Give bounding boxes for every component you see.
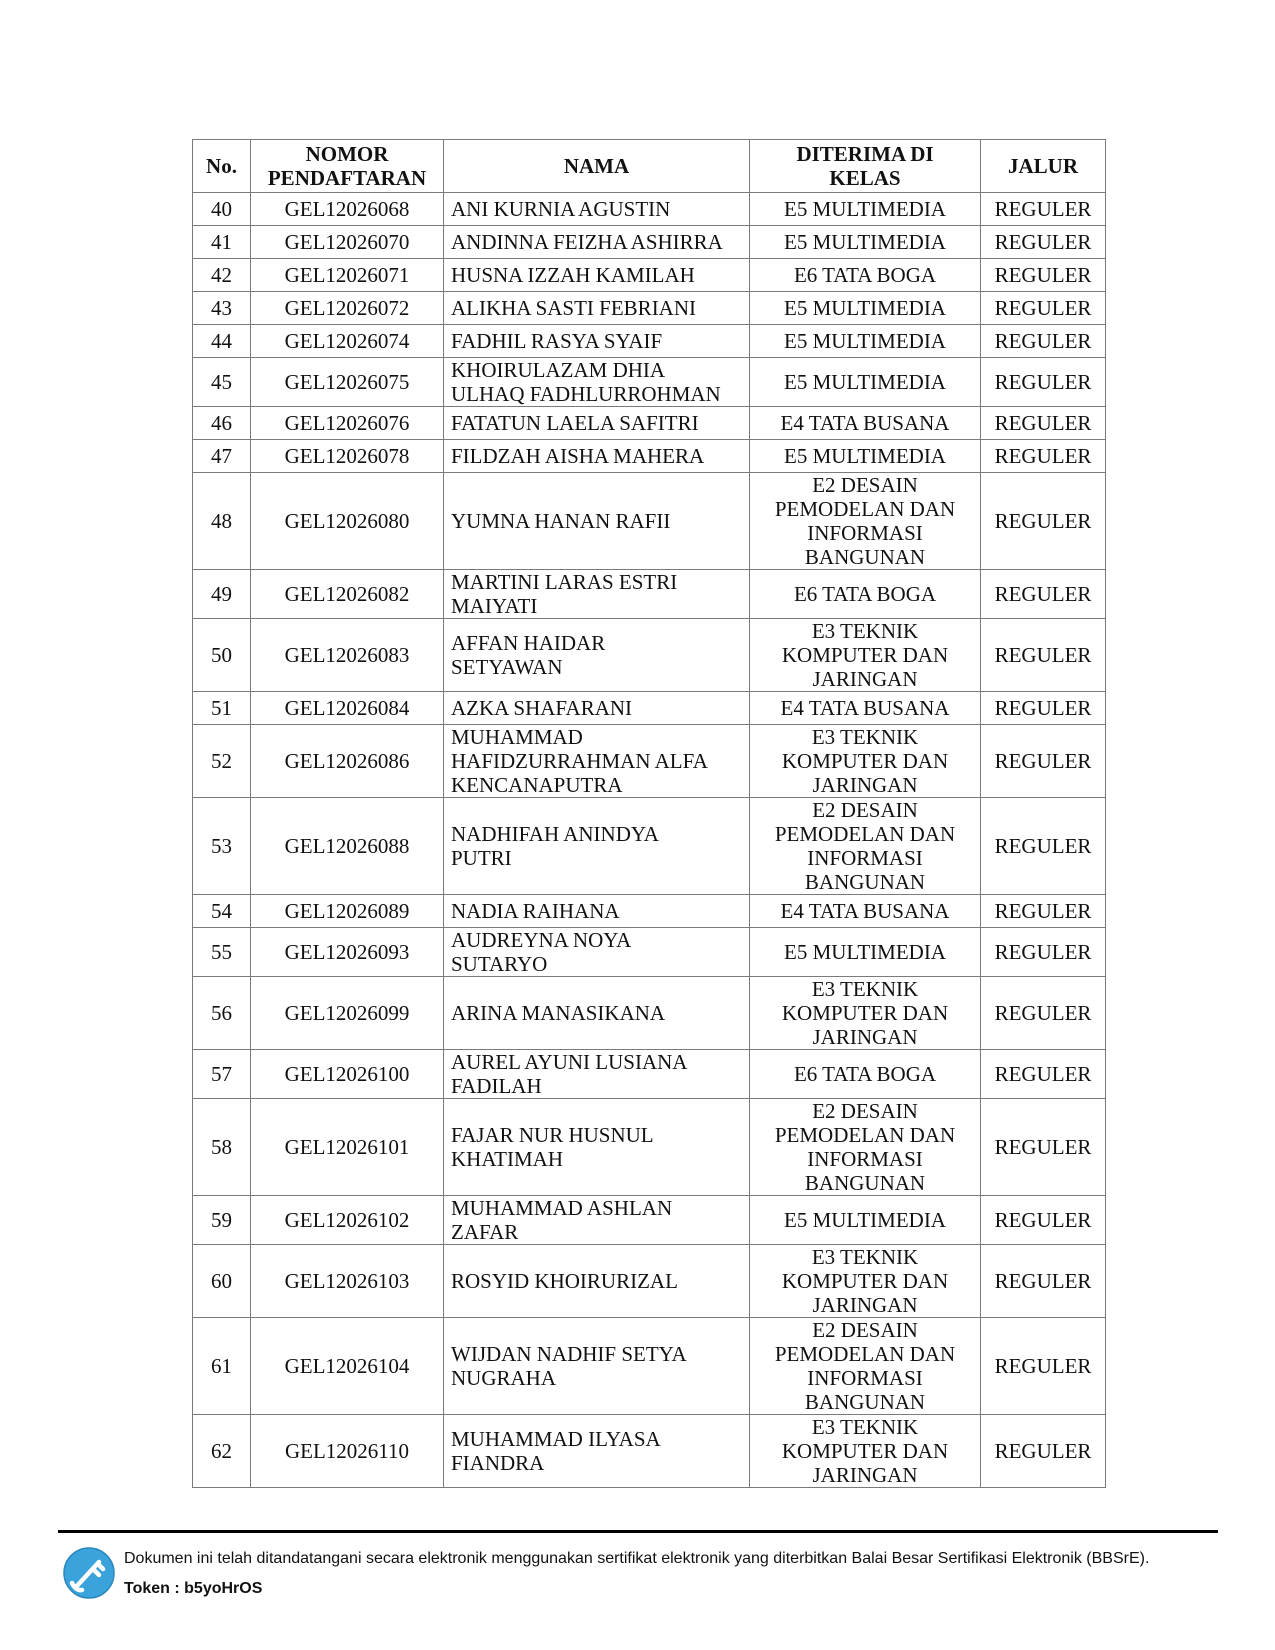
cell-nama-line: SETYAWAN bbox=[451, 655, 563, 679]
cell-diterima-di-kelas bbox=[750, 1245, 981, 1318]
cell-jalur: REGULER bbox=[981, 1196, 1106, 1245]
table-row bbox=[193, 619, 1106, 692]
cell-nomor-pendaftaran: GEL12026104 bbox=[251, 1318, 444, 1415]
cell-no: 58 bbox=[193, 1099, 251, 1196]
cell-kelas-line: E3 TEKNIK bbox=[811, 619, 919, 643]
cell-jalur: REGULER bbox=[981, 619, 1106, 692]
cell-diterima-di-kelas bbox=[750, 977, 981, 1050]
cell-nama-line: ANDINNA FEIZHA ASHIRRA bbox=[451, 230, 723, 254]
cell-jalur: REGULER bbox=[981, 259, 1106, 292]
cell-nama-line: ULHAQ FADHLURROHMAN bbox=[451, 382, 721, 406]
cell-kelas-line: E5 MULTIMEDIA bbox=[784, 1208, 946, 1232]
header-reg-line2: PENDAFTARAN bbox=[267, 166, 427, 190]
cell-diterima-di-kelas bbox=[750, 473, 981, 570]
cell-nama bbox=[444, 725, 750, 798]
cell-no: 50 bbox=[193, 619, 251, 692]
cell-nomor-pendaftaran: GEL12026080 bbox=[251, 473, 444, 570]
cell-nama bbox=[444, 1318, 750, 1415]
cell-nomor-pendaftaran: GEL12026068 bbox=[251, 193, 444, 226]
table-row bbox=[193, 325, 1106, 358]
header-kelas-line2: KELAS bbox=[829, 166, 901, 190]
table-row bbox=[193, 977, 1106, 1050]
cell-no: 60 bbox=[193, 1245, 251, 1318]
cell-kelas-line: E3 TEKNIK bbox=[811, 725, 919, 749]
cell-kelas-line: E4 TATA BUSANA bbox=[780, 411, 950, 435]
cell-jalur: REGULER bbox=[981, 1245, 1106, 1318]
table-row bbox=[193, 1099, 1106, 1196]
cell-diterima-di-kelas bbox=[750, 692, 981, 725]
cell-no: 52 bbox=[193, 725, 251, 798]
cell-kelas-line: KOMPUTER DAN bbox=[781, 749, 949, 773]
cell-no: 56 bbox=[193, 977, 251, 1050]
cell-no: 47 bbox=[193, 440, 251, 473]
cell-nomor-pendaftaran: GEL12026086 bbox=[251, 725, 444, 798]
table-header-row bbox=[193, 140, 1106, 193]
cell-jalur: REGULER bbox=[981, 440, 1106, 473]
cell-nama bbox=[444, 1050, 750, 1099]
cell-nama-line: MAIYATI bbox=[451, 594, 538, 618]
header-kelas-line1: DITERIMA DI bbox=[796, 142, 934, 166]
cell-no: 51 bbox=[193, 692, 251, 725]
cell-jalur: REGULER bbox=[981, 473, 1106, 570]
cell-kelas-line: E5 MULTIMEDIA bbox=[784, 230, 946, 254]
footer-divider bbox=[58, 1530, 1218, 1533]
table-row bbox=[193, 798, 1106, 895]
cell-jalur: REGULER bbox=[981, 325, 1106, 358]
cell-diterima-di-kelas bbox=[750, 325, 981, 358]
cell-nama-line: FATATUN LAELA SAFITRI bbox=[451, 411, 699, 435]
table-row bbox=[193, 407, 1106, 440]
cell-jalur: REGULER bbox=[981, 407, 1106, 440]
cell-nama bbox=[444, 977, 750, 1050]
cell-no: 46 bbox=[193, 407, 251, 440]
cell-diterima-di-kelas bbox=[750, 259, 981, 292]
cell-kelas-line: E3 TEKNIK bbox=[811, 977, 919, 1001]
cell-nomor-pendaftaran: GEL12026084 bbox=[251, 692, 444, 725]
cell-jalur: REGULER bbox=[981, 977, 1106, 1050]
cell-nama-line: MUHAMMAD bbox=[451, 725, 583, 749]
cell-kelas-line: E5 MULTIMEDIA bbox=[784, 296, 946, 320]
table-row bbox=[193, 1245, 1106, 1318]
table-row bbox=[193, 440, 1106, 473]
cell-kelas-line: PEMODELAN DAN bbox=[774, 497, 956, 521]
cell-nama bbox=[444, 226, 750, 259]
cell-nama bbox=[444, 407, 750, 440]
cell-jalur: REGULER bbox=[981, 292, 1106, 325]
cell-nama-line: HAFIDZURRAHMAN ALFA bbox=[451, 749, 708, 773]
cell-diterima-di-kelas bbox=[750, 725, 981, 798]
cell-kelas-line: INFORMASI bbox=[807, 521, 923, 545]
cell-diterima-di-kelas bbox=[750, 292, 981, 325]
cell-kelas-line: PEMODELAN DAN bbox=[774, 822, 956, 846]
cell-nama bbox=[444, 473, 750, 570]
cell-kelas-line: INFORMASI bbox=[807, 1366, 923, 1390]
cell-jalur: REGULER bbox=[981, 570, 1106, 619]
cell-no: 43 bbox=[193, 292, 251, 325]
table-row bbox=[193, 725, 1106, 798]
cell-nomor-pendaftaran: GEL12026088 bbox=[251, 798, 444, 895]
cell-nama-line: MUHAMMAD ILYASA bbox=[451, 1427, 661, 1451]
table-row bbox=[193, 193, 1106, 226]
cell-nama bbox=[444, 292, 750, 325]
cell-diterima-di-kelas bbox=[750, 1415, 981, 1488]
cell-nama-line: FADHIL RASYA SYAIF bbox=[451, 329, 663, 353]
cell-no: 53 bbox=[193, 798, 251, 895]
header-diterima-di-kelas bbox=[750, 140, 981, 193]
cell-jalur: REGULER bbox=[981, 798, 1106, 895]
cell-kelas-line: PEMODELAN DAN bbox=[774, 1123, 956, 1147]
cell-nama bbox=[444, 1415, 750, 1488]
cell-kelas-line: BANGUNAN bbox=[804, 1171, 926, 1195]
cell-kelas-line: E4 TATA BUSANA bbox=[780, 899, 950, 923]
cell-no: 62 bbox=[193, 1415, 251, 1488]
cell-nama-line: KHOIRULAZAM DHIA bbox=[451, 358, 666, 382]
table-row bbox=[193, 570, 1106, 619]
cell-nama bbox=[444, 1245, 750, 1318]
cell-diterima-di-kelas bbox=[750, 1050, 981, 1099]
table-row bbox=[193, 1415, 1106, 1488]
header-nomor-pendaftaran bbox=[251, 140, 444, 193]
cell-nomor-pendaftaran: GEL12026070 bbox=[251, 226, 444, 259]
cell-kelas-line: E2 DESAIN bbox=[812, 1099, 918, 1123]
cell-diterima-di-kelas bbox=[750, 440, 981, 473]
table-row bbox=[193, 292, 1106, 325]
table-body bbox=[193, 193, 1106, 1488]
cell-nama bbox=[444, 928, 750, 977]
cell-no: 42 bbox=[193, 259, 251, 292]
cell-nama bbox=[444, 358, 750, 407]
cell-nama-line: WIJDAN NADHIF SETYA bbox=[451, 1342, 687, 1366]
cell-jalur: REGULER bbox=[981, 226, 1106, 259]
cell-nomor-pendaftaran: GEL12026076 bbox=[251, 407, 444, 440]
cell-nama-line: FILDZAH AISHA MAHERA bbox=[451, 444, 705, 468]
cell-nomor-pendaftaran: GEL12026078 bbox=[251, 440, 444, 473]
cell-nama-line: MARTINI LARAS ESTRI bbox=[451, 570, 678, 594]
e-signature-statement: Dokumen ini telah ditandatangani secara elektronik menggunakan sertifikat elektronik yang diterbitkan Balai Besar Sertifikasi Elektronik (BBSrE). bbox=[124, 1550, 1150, 1567]
cell-kelas-line: E5 MULTIMEDIA bbox=[784, 329, 946, 353]
cell-no: 44 bbox=[193, 325, 251, 358]
cell-nomor-pendaftaran: GEL12026093 bbox=[251, 928, 444, 977]
cell-nama-line: PUTRI bbox=[451, 846, 512, 870]
cell-kelas-line: E6 TATA BOGA bbox=[793, 263, 937, 287]
cell-nama bbox=[444, 440, 750, 473]
cell-nama-line: AUDREYNA NOYA bbox=[451, 928, 632, 952]
cell-kelas-line: JARINGAN bbox=[812, 667, 918, 691]
bsre-signature-key-icon bbox=[63, 1547, 115, 1599]
cell-no: 48 bbox=[193, 473, 251, 570]
cell-nomor-pendaftaran: GEL12026074 bbox=[251, 325, 444, 358]
table-row bbox=[193, 259, 1106, 292]
cell-diterima-di-kelas bbox=[750, 226, 981, 259]
cell-nama-line: NUGRAHA bbox=[451, 1366, 556, 1390]
cell-kelas-line: E2 DESAIN bbox=[812, 798, 918, 822]
cell-diterima-di-kelas bbox=[750, 895, 981, 928]
cell-diterima-di-kelas bbox=[750, 570, 981, 619]
cell-kelas-line: JARINGAN bbox=[812, 1293, 918, 1317]
cell-nama-line: ALIKHA SASTI FEBRIANI bbox=[451, 296, 697, 320]
cell-nomor-pendaftaran: GEL12026103 bbox=[251, 1245, 444, 1318]
cell-nomor-pendaftaran: GEL12026110 bbox=[251, 1415, 444, 1488]
cell-nama bbox=[444, 193, 750, 226]
cell-jalur: REGULER bbox=[981, 1050, 1106, 1099]
cell-kelas-line: JARINGAN bbox=[812, 1463, 918, 1487]
cell-nama bbox=[444, 798, 750, 895]
cell-no: 49 bbox=[193, 570, 251, 619]
cell-nama-line: FAJAR NUR HUSNUL bbox=[451, 1123, 654, 1147]
table-row bbox=[193, 1196, 1106, 1245]
cell-nama bbox=[444, 1196, 750, 1245]
admission-table bbox=[192, 139, 1106, 1488]
cell-nama bbox=[444, 570, 750, 619]
cell-nama bbox=[444, 259, 750, 292]
cell-kelas-line: E3 TEKNIK bbox=[811, 1415, 919, 1439]
cell-jalur: REGULER bbox=[981, 1099, 1106, 1196]
table-row bbox=[193, 473, 1106, 570]
cell-kelas-line: BANGUNAN bbox=[804, 1390, 926, 1414]
cell-jalur: REGULER bbox=[981, 193, 1106, 226]
cell-kelas-line: E3 TEKNIK bbox=[811, 1245, 919, 1269]
cell-jalur: REGULER bbox=[981, 725, 1106, 798]
cell-kelas-line: KOMPUTER DAN bbox=[781, 1001, 949, 1025]
cell-nomor-pendaftaran: GEL12026071 bbox=[251, 259, 444, 292]
cell-diterima-di-kelas bbox=[750, 193, 981, 226]
cell-nama-line: FADILAH bbox=[451, 1074, 542, 1098]
cell-diterima-di-kelas bbox=[750, 1196, 981, 1245]
cell-nama-line: MUHAMMAD ASHLAN bbox=[451, 1196, 673, 1220]
cell-nama-line: AUREL AYUNI LUSIANA bbox=[451, 1050, 688, 1074]
header-no: No. bbox=[193, 140, 251, 193]
cell-kelas-line: KOMPUTER DAN bbox=[781, 1269, 949, 1293]
table-row bbox=[193, 1318, 1106, 1415]
cell-nama-line: YUMNA HANAN RAFII bbox=[451, 509, 671, 533]
cell-nama bbox=[444, 619, 750, 692]
header-nama: NAMA bbox=[444, 140, 750, 193]
cell-nama-line: SUTARYO bbox=[451, 952, 548, 976]
cell-nomor-pendaftaran: GEL12026072 bbox=[251, 292, 444, 325]
cell-kelas-line: INFORMASI bbox=[807, 846, 923, 870]
cell-kelas-line: BANGUNAN bbox=[804, 870, 926, 894]
cell-kelas-line: E5 MULTIMEDIA bbox=[784, 370, 946, 394]
cell-jalur: REGULER bbox=[981, 1318, 1106, 1415]
cell-kelas-line: E5 MULTIMEDIA bbox=[784, 197, 946, 221]
cell-nama-line: AZKA SHAFARANI bbox=[451, 696, 633, 720]
cell-jalur: REGULER bbox=[981, 928, 1106, 977]
cell-kelas-line: E5 MULTIMEDIA bbox=[784, 940, 946, 964]
header-reg-line1: NOMOR bbox=[305, 142, 389, 166]
cell-nama-line: ARINA MANASIKANA bbox=[451, 1001, 666, 1025]
cell-diterima-di-kelas bbox=[750, 619, 981, 692]
cell-kelas-line: JARINGAN bbox=[812, 773, 918, 797]
cell-nomor-pendaftaran: GEL12026083 bbox=[251, 619, 444, 692]
cell-nomor-pendaftaran: GEL12026075 bbox=[251, 358, 444, 407]
cell-nomor-pendaftaran: GEL12026102 bbox=[251, 1196, 444, 1245]
cell-diterima-di-kelas bbox=[750, 798, 981, 895]
cell-kelas-line: E5 MULTIMEDIA bbox=[784, 444, 946, 468]
cell-nama-line: KENCANAPUTRA bbox=[451, 773, 623, 797]
table-row bbox=[193, 895, 1106, 928]
cell-jalur: REGULER bbox=[981, 1415, 1106, 1488]
cell-no: 45 bbox=[193, 358, 251, 407]
table-row bbox=[193, 692, 1106, 725]
cell-nama-line: ZAFAR bbox=[451, 1220, 519, 1244]
cell-nama-line: KHATIMAH bbox=[451, 1147, 563, 1171]
cell-kelas-line: E2 DESAIN bbox=[812, 1318, 918, 1342]
cell-nama bbox=[444, 692, 750, 725]
cell-kelas-line: JARINGAN bbox=[812, 1025, 918, 1049]
cell-nama-line: NADIA RAIHANA bbox=[451, 899, 620, 923]
cell-kelas-line: E6 TATA BOGA bbox=[793, 1062, 937, 1086]
signature-token: Token : b5yoHrOS bbox=[124, 1580, 263, 1597]
cell-nomor-pendaftaran: GEL12026099 bbox=[251, 977, 444, 1050]
cell-jalur: REGULER bbox=[981, 358, 1106, 407]
cell-diterima-di-kelas bbox=[750, 1318, 981, 1415]
cell-kelas-line: E6 TATA BOGA bbox=[793, 582, 937, 606]
table-row bbox=[193, 928, 1106, 977]
cell-nama bbox=[444, 1099, 750, 1196]
cell-kelas-line: PEMODELAN DAN bbox=[774, 1342, 956, 1366]
cell-no: 57 bbox=[193, 1050, 251, 1099]
table-row bbox=[193, 226, 1106, 259]
cell-no: 61 bbox=[193, 1318, 251, 1415]
cell-diterima-di-kelas bbox=[750, 1099, 981, 1196]
cell-nama-line: FIANDRA bbox=[451, 1451, 545, 1475]
cell-no: 59 bbox=[193, 1196, 251, 1245]
cell-jalur: REGULER bbox=[981, 692, 1106, 725]
cell-no: 41 bbox=[193, 226, 251, 259]
cell-no: 54 bbox=[193, 895, 251, 928]
cell-nomor-pendaftaran: GEL12026101 bbox=[251, 1099, 444, 1196]
cell-diterima-di-kelas bbox=[750, 407, 981, 440]
cell-nama-line: ROSYID KHOIRURIZAL bbox=[451, 1269, 678, 1293]
cell-kelas-line: E2 DESAIN bbox=[812, 473, 918, 497]
cell-kelas-line: KOMPUTER DAN bbox=[781, 643, 949, 667]
cell-kelas-line: KOMPUTER DAN bbox=[781, 1439, 949, 1463]
cell-nama-line: HUSNA IZZAH KAMILAH bbox=[451, 263, 695, 287]
cell-no: 55 bbox=[193, 928, 251, 977]
cell-kelas-line: E4 TATA BUSANA bbox=[780, 696, 950, 720]
table-row bbox=[193, 1050, 1106, 1099]
header-jalur: JALUR bbox=[981, 140, 1106, 193]
cell-nama-line: AFFAN HAIDAR bbox=[451, 631, 606, 655]
cell-nama-line: NADHIFAH ANINDYA bbox=[451, 822, 659, 846]
cell-nama bbox=[444, 325, 750, 358]
cell-nomor-pendaftaran: GEL12026089 bbox=[251, 895, 444, 928]
cell-jalur: REGULER bbox=[981, 895, 1106, 928]
cell-nomor-pendaftaran: GEL12026100 bbox=[251, 1050, 444, 1099]
cell-nama-line: ANI KURNIA AGUSTIN bbox=[451, 197, 671, 221]
cell-kelas-line: INFORMASI bbox=[807, 1147, 923, 1171]
cell-diterima-di-kelas bbox=[750, 358, 981, 407]
cell-nomor-pendaftaran: GEL12026082 bbox=[251, 570, 444, 619]
cell-no: 40 bbox=[193, 193, 251, 226]
cell-diterima-di-kelas bbox=[750, 928, 981, 977]
cell-kelas-line: BANGUNAN bbox=[804, 545, 926, 569]
cell-nama bbox=[444, 895, 750, 928]
table-row bbox=[193, 358, 1106, 407]
